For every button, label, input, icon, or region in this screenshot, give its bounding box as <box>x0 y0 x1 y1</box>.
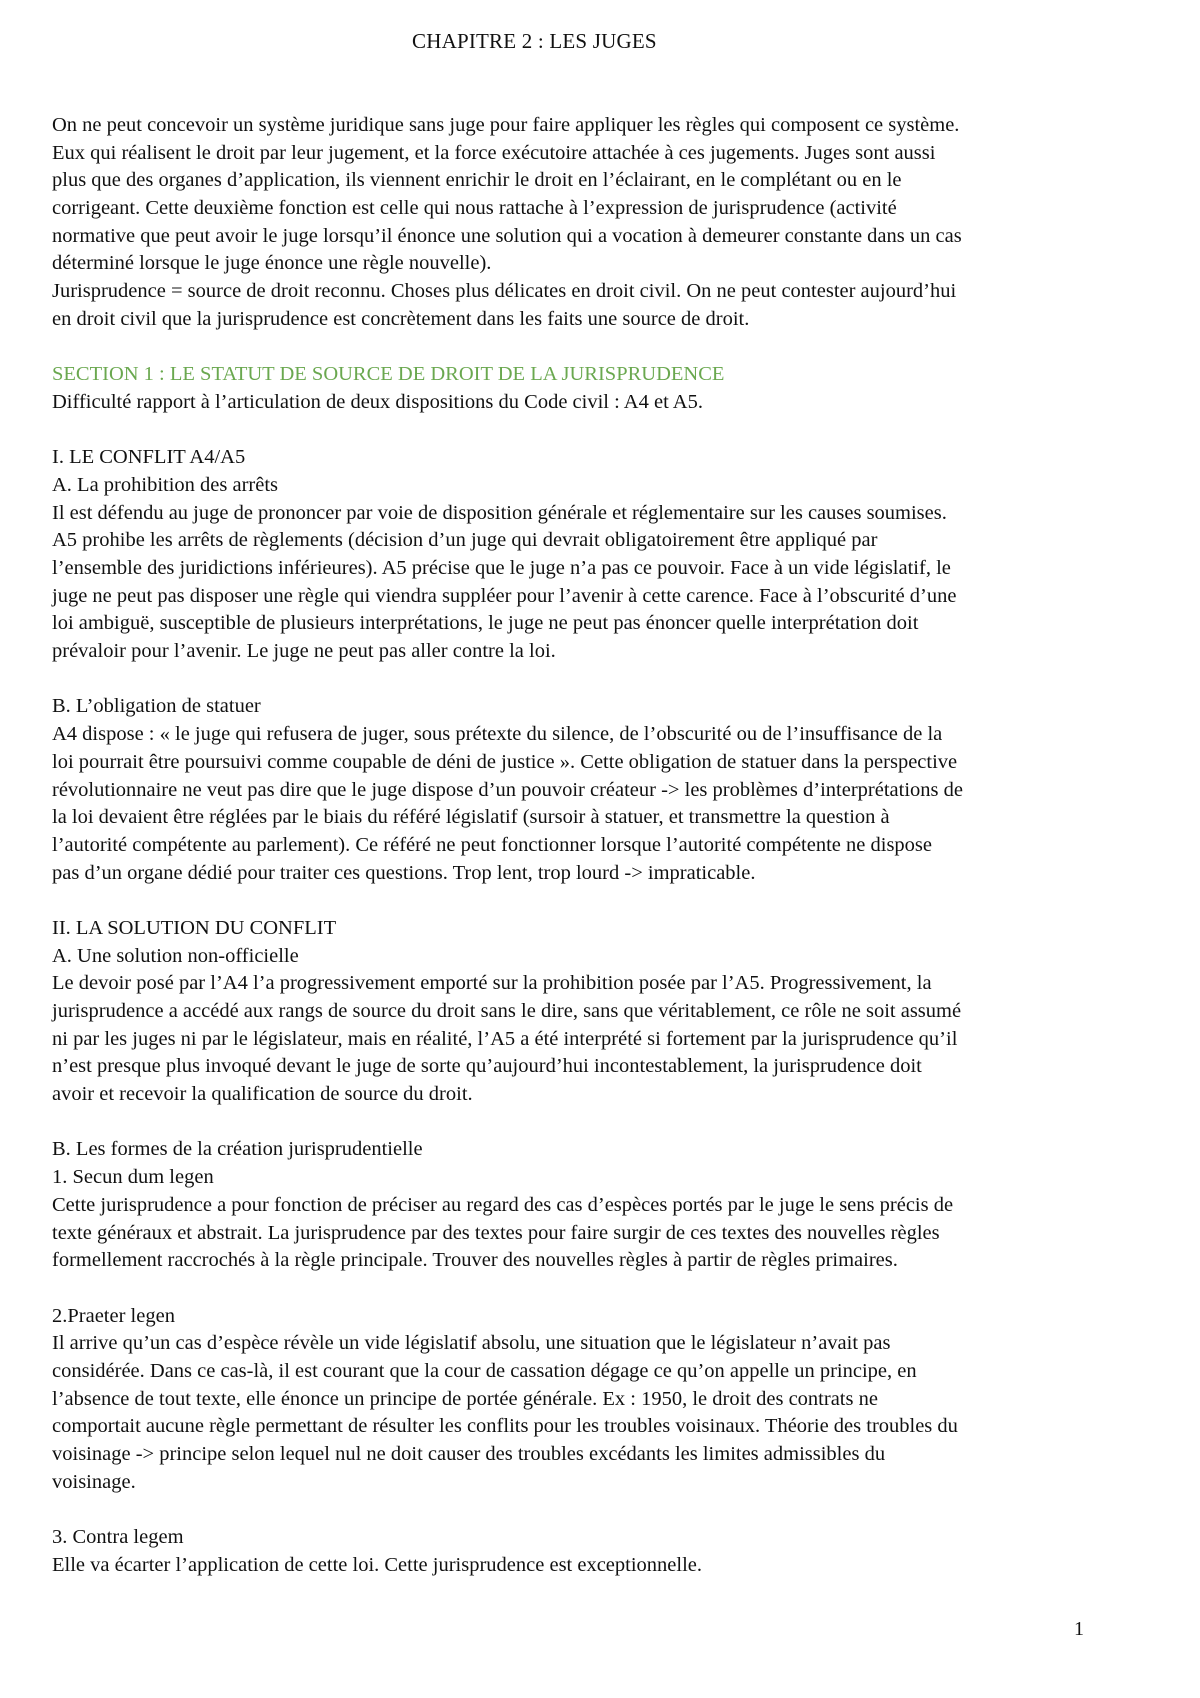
text-line: Cette jurisprudence a pour fonction de préciser au regard des cas d’espèces portés par le juge le sens précis de <box>52 1193 954 1216</box>
subsection-heading: A. La prohibition des arrêts <box>52 473 279 496</box>
text-line: Il est défendu au juge de prononcer par voie de disposition générale et réglementaire sur les causes soumises. <box>52 501 947 524</box>
paragraph <box>52 500 1152 666</box>
text-line: voisinage -> principe selon lequel nul ne doit causer des troubles excédants les limites admissibles du <box>52 1443 886 1465</box>
text-line: A4 dispose : « le juge qui refusera de juger, sous prétexte du silence, de l’obscurité ou de l’insuffisance de la <box>52 723 943 746</box>
item-heading: 1. Secun dum legen <box>52 1166 214 1189</box>
text-line: en droit civil que la jurisprudence est concrètement dans les faits une source de droit. <box>52 307 750 330</box>
text-line: Le devoir posé par l’A4 l’a progressivement emporté sur la prohibition posée par l’A5. Progressivement, la <box>52 972 932 995</box>
part-heading: II. LA SOLUTION DU CONFLIT <box>52 916 337 939</box>
item-heading: 3. Contra legem <box>52 1526 184 1549</box>
section-lead: Difficulté rapport à l’articulation de deux dispositions du Code civil : A4 et A5. <box>52 390 703 413</box>
text-line: l’absence de tout texte, elle énonce un principe de portée générale. Ex : 1950, le droit des contrats ne <box>52 1387 878 1410</box>
document-page <box>52 0 1152 1698</box>
section-heading: SECTION 1 : LE STATUT DE SOURCE DE DROIT DE LA JURISPRUDENCE <box>52 363 725 386</box>
part-heading: I. LE CONFLIT A4/A5 <box>52 446 246 469</box>
text-line: A5 prohibe les arrêts de règlements (décision d’un juge qui devrait obligatoirement être appliqué par <box>52 529 878 552</box>
subsection-heading: B. L’obligation de statuer <box>52 695 261 718</box>
text-line: Elle va écarter l’application de cette loi. Cette jurisprudence est exceptionnelle. <box>52 1553 703 1576</box>
text-line: l’autorité compétente au parlement). Ce référé ne peut fonctionner lorsque l’autorité compétente ne dispose <box>52 833 932 856</box>
text-line: normative que peut avoir le juge lorsqu’il énonce une solution qui a vocation à demeurer constante dans un cas <box>52 224 962 247</box>
text-line: Eux qui réalisent le droit par leur jugement, et la force exécutoire attachée à ces jugements. Juges sont aussi <box>52 141 936 164</box>
text-line: ni par les juges ni par le législateur, mais en réalité, l’A5 a été interprété si fortement par la jurisprudence qu’il <box>52 1027 958 1050</box>
text-line: comportait aucune règle permettant de résulter les conflits pour les troubles voisinaux. Théorie des troubles du <box>52 1415 958 1438</box>
paragraph <box>52 1552 1152 1580</box>
paragraph <box>52 1330 1152 1496</box>
paragraph <box>52 1192 1152 1275</box>
text-line: la loi devaient être réglées par le biais du référé législatif (sursoir à statuer, et transmettre la question à <box>52 806 890 829</box>
text-line: formellement raccrochés à la règle principale. Trouver des nouvelles règles à partir de règles primaires. <box>52 1249 898 1272</box>
text-line: déterminé lorsque le juge énonce une règle nouvelle). <box>52 252 492 275</box>
paragraph <box>52 970 1152 1108</box>
chapter-title: CHAPITRE 2 : LES JUGES <box>412 29 657 53</box>
text-line: jurisprudence a accédé aux rangs de source du droit sans le dire, sans que véritablement, ce rôle ne soit assumé <box>52 1000 962 1022</box>
page-number: 1 <box>1074 1618 1084 1640</box>
text-line: loi pourrait être poursuivi comme coupable de déni de justice ». Cette obligation de statuer dans la perspective <box>52 750 958 773</box>
paragraph <box>52 721 1152 887</box>
text-line: texte généraux et abstrait. La jurisprudence par des textes pour faire surgir de ces textes des nouvelles règles <box>52 1221 940 1244</box>
text-line: voisinage. <box>52 1470 136 1493</box>
text-line: Jurisprudence = source de droit reconnu. Choses plus délicates en droit civil. On ne peut contester aujourd’hui <box>52 280 957 303</box>
item-heading: 2.Praeter legen <box>52 1304 175 1327</box>
subsection-heading: A. Une solution non-officielle <box>52 944 299 967</box>
intro-paragraph <box>52 112 1152 334</box>
subsection-heading: B. Les formes de la création jurisprudentielle <box>52 1138 423 1161</box>
text-line: avoir et recevoir la qualification de source du droit. <box>52 1083 473 1106</box>
text-line: juge ne peut pas disposer une règle qui viendra suppléer pour l’avenir à cette carence. Face à l’obscurité d’une <box>52 584 957 607</box>
text-line: plus que des organes d’application, ils viennent enrichir le droit en l’éclairant, en le complétant ou en le <box>52 169 902 192</box>
text-line: Il arrive qu’un cas d’espèce révèle un vide législatif absolu, une situation que le législateur n’avait pas <box>52 1332 891 1355</box>
text-line: révolutionnaire ne veut pas dire que le juge dispose d’un pouvoir créateur -> les problèmes d’interprétations de <box>52 778 963 801</box>
text-line: l’ensemble des juridictions inférieures). A5 précise que le juge n’a pas ce pouvoir. Face à un vide législatif, le <box>52 557 951 579</box>
text-line: On ne peut concevoir un système juridique sans juge pour faire appliquer les règles qui composent ce système. <box>52 114 960 136</box>
text-line: loi ambiguë, susceptible de plusieurs interprétations, le juge ne peut pas énoncer quelle interprétation doit <box>52 612 919 635</box>
text-line: considérée. Dans ce cas-là, il est courant que la cour de cassation dégage ce qu’on appelle un principe, en <box>52 1359 917 1382</box>
text-line: corrigeant. Cette deuxième fonction est celle qui nous rattache à l’expression de jurisprudence (activité <box>52 197 897 220</box>
text-line: prévaloir pour l’avenir. Le juge ne peut pas aller contre la loi. <box>52 640 556 663</box>
text-line: n’est presque plus invoqué devant le juge de sorte qu’aujourd’hui incontestablement, la jurisprudence doit <box>52 1055 922 1078</box>
text-line: pas d’un organe dédié pour traiter ces questions. Trop lent, trop lourd -> impraticable. <box>52 861 756 884</box>
document-body <box>52 112 1152 1579</box>
